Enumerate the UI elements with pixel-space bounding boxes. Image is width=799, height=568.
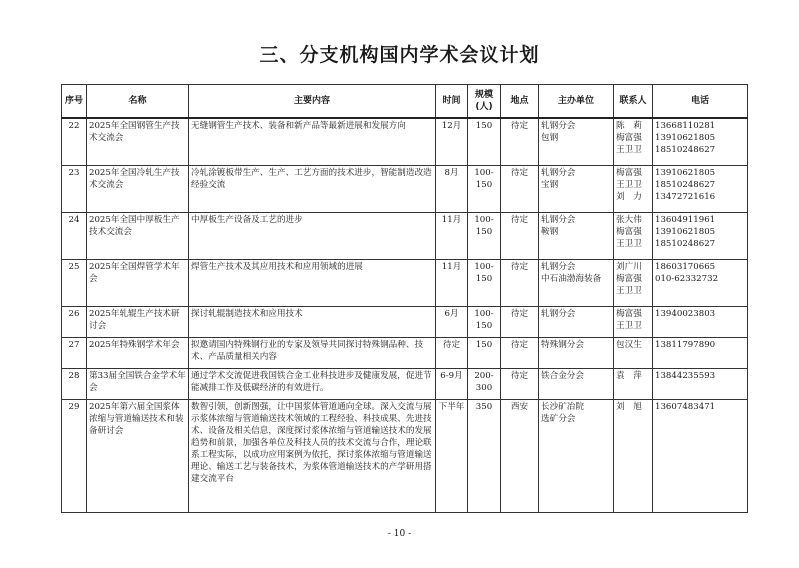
conference-name: 第33届全国铁合金学术年会 [87,368,189,399]
row-number: 26 [62,306,87,337]
row-number: 23 [62,165,87,212]
conference-scale: 150 [468,118,501,165]
conference-name: 2025年轧辊生产技术研讨会 [87,306,189,337]
main-content: 焊管生产技术及其应用技术和应用领域的进展 [189,259,436,306]
conference-plan-table [61,84,748,513]
row-number: 22 [62,118,87,165]
row-number: 25 [62,259,87,306]
main-content: 无缝钢管生产技术、装备和新产品等最新进展和发展方向 [189,118,436,165]
phone-numbers [653,337,748,368]
phone-numbers [653,306,748,337]
conference-time: 6-9月 [436,368,468,399]
contact-persons [614,165,653,212]
col-header-phone: 电话 [653,85,748,119]
col-header-contact: 联系人 [614,85,653,119]
host-unit: 轧钢分会 [541,214,576,225]
conference-place: 待定 [501,306,539,337]
conference-time: 待定 [436,337,468,368]
col-header-host: 主办单位 [539,85,614,119]
host-unit: 鞍钢 [541,226,559,237]
host-unit: 轧钢分会 [541,261,576,272]
table-header-row [62,85,748,119]
conference-place: 待定 [501,337,539,368]
conference-time: 11月 [436,212,468,259]
conference-place: 待定 [501,259,539,306]
col-header-content: 主要内容 [189,85,436,119]
phone-numbers [653,212,748,259]
conference-time: 8月 [436,165,468,212]
table-row [62,368,748,399]
contact-person: 陈 莉 [616,121,642,131]
phone-numbers [653,118,748,165]
conference-scale: 100-150 [468,212,501,259]
row-number: 27 [62,337,87,368]
conference-time: 下半年 [436,399,468,512]
host-unit: 宝钢 [541,179,559,190]
main-content: 探讨轧辊制造技术和应用技术 [189,306,436,337]
col-header-name: 名称 [87,85,189,119]
phone-numbers [653,368,748,399]
conference-place: 待定 [501,165,539,212]
phone-number: 13607483471 [655,401,716,412]
table-row [62,399,748,512]
phone-number: 13910621805 [655,226,716,237]
main-content: 拟邀请国内特殊钢行业的专家及领导共同探讨特殊钢品种、技术、产品质量相关内容 [189,337,436,368]
conference-scale: 100-150 [468,306,501,337]
phone-numbers [653,399,748,512]
conference-time: 12月 [436,118,468,165]
contact-persons [614,259,653,306]
phone-number: 13844235593 [655,370,716,381]
contact-persons [614,118,653,165]
table-row [62,306,748,337]
host-units [539,368,614,399]
contact-persons [614,337,653,368]
host-unit: 包钢 [541,133,559,143]
contact-person: 王卫卫 [616,285,642,296]
phone-number: 13472721616 [655,191,716,202]
host-units [539,399,614,512]
contact-person: 张大伟 [616,214,642,225]
contact-person: 梅富强 [616,167,642,178]
contact-person: 梅富强 [616,226,642,237]
main-content: 数智引领，创新图强，让中国浆体管道通向全球。深入交流与展示浆体浓缩与管道输送技术领域的工程经验、科技成果、先进技术、设备及相关信息，深度探讨浆体浓缩与管道输送技术的发展趋势和前景，加强各单位及科技人员的技术交流与合作，理论联系工程实际，以成功应用案例为依托，探讨浆体浓缩与管道输送理论、输送工艺与装备技术，为浆体管道输送技术的产学研用搭建交流平台 [189,399,436,512]
contact-persons [614,399,653,512]
host-unit: 轧钢分会 [541,308,576,319]
conference-place: 西安 [501,399,539,512]
host-unit: 轧钢分会 [541,121,576,131]
page-title: 三、分支机构国内学术会议计划 [259,44,540,66]
conference-place: 待定 [501,118,539,165]
phone-number: 13940023803 [655,308,716,319]
host-units [539,165,614,212]
conference-time: 11月 [436,259,468,306]
col-header-time: 时间 [436,85,468,119]
phone-number: 13811797890 [655,339,716,350]
col-header-scale: 规模(人) [468,85,501,119]
host-unit: 特殊钢分会 [541,339,584,350]
host-units [539,118,614,165]
phone-number: 18510248627 [655,145,716,155]
conference-name: 2025年全国冷轧生产技术交流会 [87,165,189,212]
table-row [62,212,748,259]
row-number: 29 [62,399,87,512]
contact-person: 袁 萍 [616,370,642,381]
conference-time: 6月 [436,306,468,337]
table-row [62,118,748,165]
phone-number: 18510248627 [655,238,716,249]
phone-number: 13668110281 [655,121,716,131]
contact-person: 梅富强 [616,273,642,284]
main-content: 中厚板生产设备及工艺的进步 [189,212,436,259]
phone-number: 13910621805 [655,133,716,143]
table-row [62,337,748,368]
contact-person: 包汉生 [616,339,642,350]
host-unit: 长沙矿冶院 [541,401,584,412]
contact-person: 刘 力 [616,191,642,202]
conference-name: 2025年第六届全国浆体浓缩与管道输送技术和装备研讨会 [87,399,189,512]
conference-scale: 350 [468,399,501,512]
col-header-place: 地点 [501,85,539,119]
row-number: 24 [62,212,87,259]
contact-person: 王卫卫 [616,145,642,155]
host-unit: 中石油渤海装备 [541,273,602,284]
host-unit: 选矿分会 [541,413,576,424]
contact-person: 梅富强 [616,308,642,319]
row-number: 28 [62,368,87,399]
contact-person: 刘 旭 [616,401,642,412]
phone-number: 13910621805 [655,167,716,178]
host-unit: 轧钢分会 [541,167,576,178]
conference-name: 2025年全国钢管生产技术交流会 [87,118,189,165]
conference-name: 2025年全国中厚板生产技术交流会 [87,212,189,259]
phone-numbers [653,165,748,212]
host-units [539,337,614,368]
contact-persons [614,306,653,337]
conference-name: 2025年全国焊管学术年会 [87,259,189,306]
host-units [539,212,614,259]
phone-number: 18603170665 [655,261,716,272]
conference-scale: 100-150 [468,165,501,212]
main-content: 通过学术交流促进我国铁合金工业科技进步及健康发展，促进节能减排工作及低碳经济的有效进行。 [189,368,436,399]
phone-number: 13604911961 [655,214,716,225]
host-units [539,259,614,306]
phone-number: 18510248627 [655,179,716,190]
host-unit: 铁合金分会 [541,370,584,381]
phone-numbers [653,259,748,306]
page-number: - 10 - [387,529,412,539]
contact-person: 王卫卫 [616,238,642,249]
col-header-no: 序号 [62,85,87,119]
conference-place: 待定 [501,212,539,259]
contact-person: 刘广川 [616,261,642,272]
conference-place: 待定 [501,368,539,399]
contact-person: 王卫卫 [616,320,642,331]
main-content: 冷轧涂镀板带生产、生产、工艺方面的技术进步，智能制造改造经验交流 [189,165,436,212]
contact-persons [614,212,653,259]
conference-name: 2025年特殊钢学术年会 [87,337,189,368]
contact-person: 王卫卫 [616,179,642,190]
table-row [62,165,748,212]
conference-scale: 100-150 [468,259,501,306]
conference-scale: 200-300 [468,368,501,399]
host-units [539,306,614,337]
conference-scale: 150 [468,337,501,368]
contact-person: 梅富强 [616,133,642,143]
contact-persons [614,368,653,399]
phone-number: 010-62332732 [655,273,719,284]
table-row [62,259,748,306]
